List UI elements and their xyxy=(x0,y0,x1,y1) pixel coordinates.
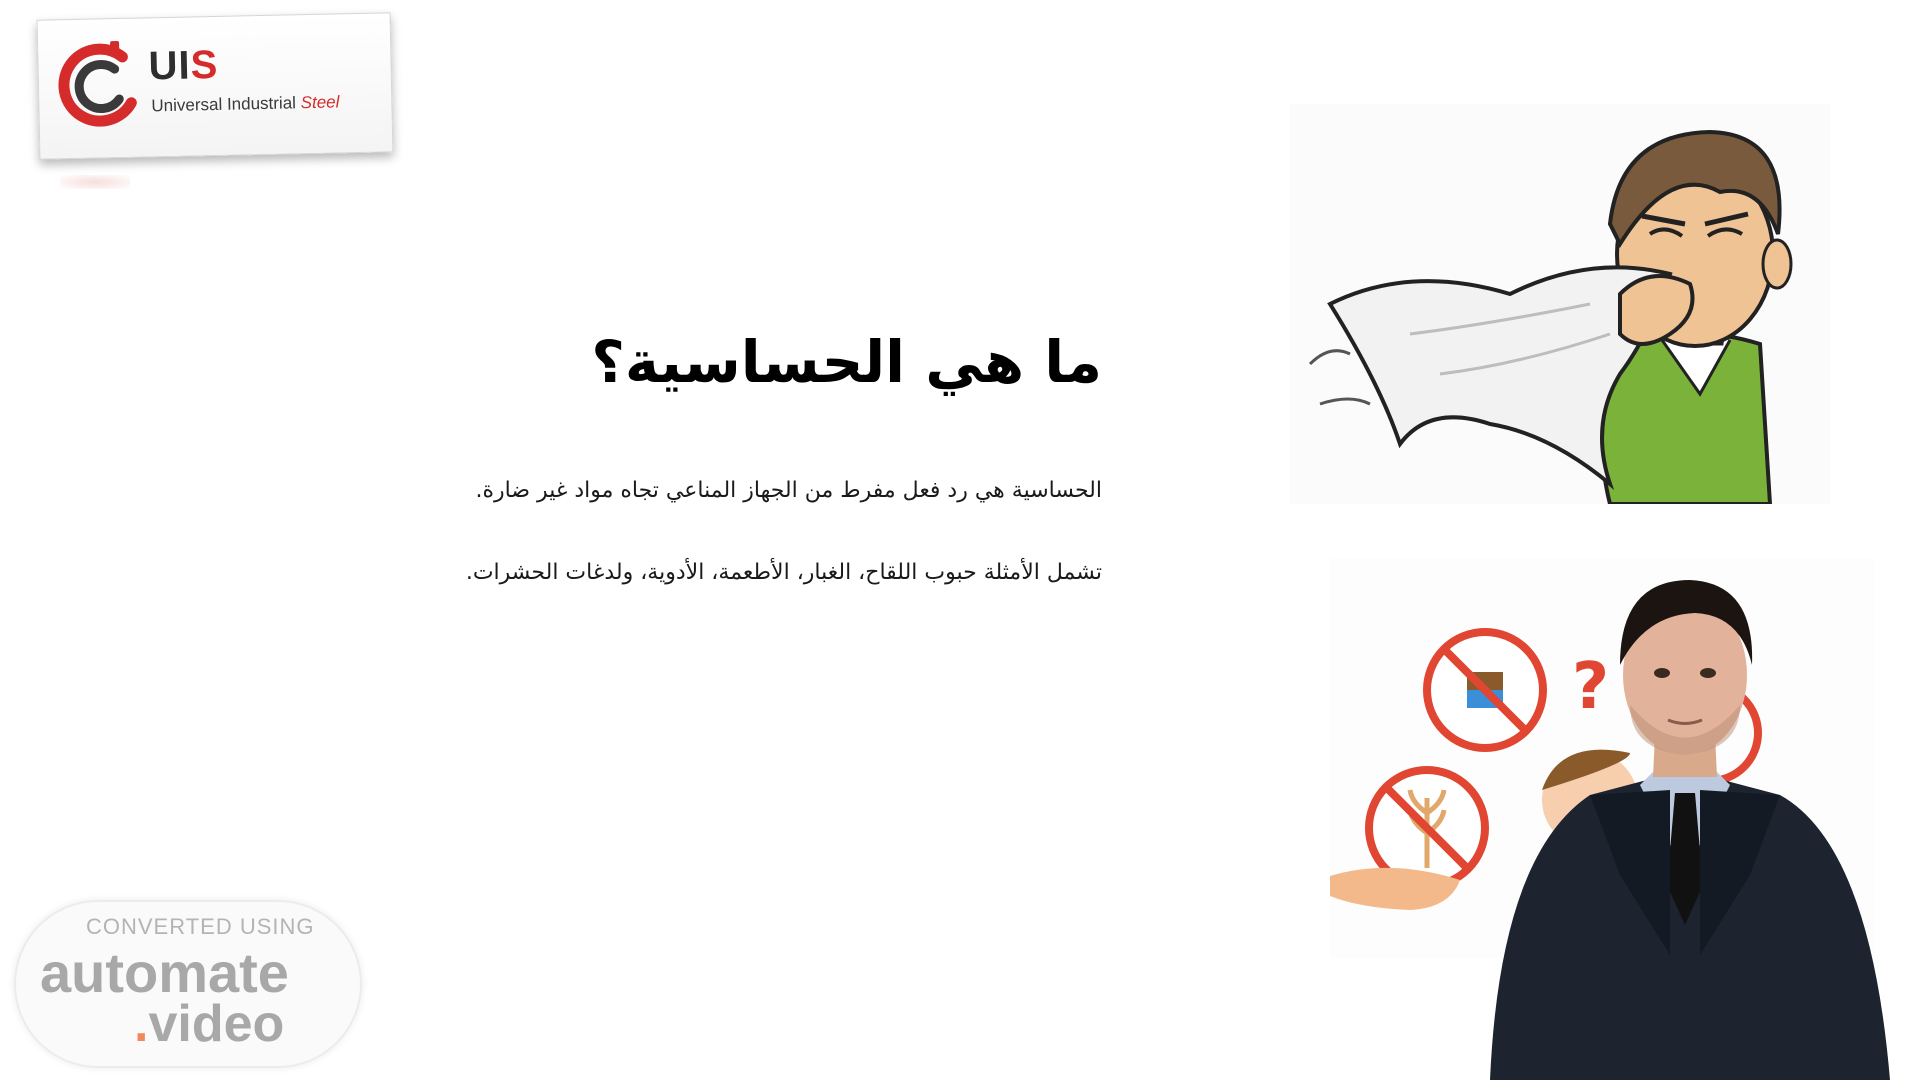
paragraph-definition: الحساسية هي رد فعل مفرط من الجهاز المناعي تجاه مواد غير ضارة. xyxy=(475,478,1102,503)
logo-wordmark: UIS xyxy=(148,42,219,89)
sneezing-man-illustration xyxy=(1290,104,1830,504)
automate-video-watermark xyxy=(14,900,362,1068)
logo-reflection xyxy=(60,175,130,189)
watermark-automate: automate xyxy=(40,941,289,1004)
slide-title: ما هي الحساسية؟ xyxy=(591,328,1102,396)
watermark-caption: CONVERTED USING xyxy=(86,914,315,939)
logo-mark-icon xyxy=(52,34,150,136)
logo-tagline: Universal Industrial Steel xyxy=(151,92,340,116)
company-logo xyxy=(37,12,394,159)
svg-text:?: ? xyxy=(1572,650,1610,724)
paragraph-examples: تشمل الأمثلة حبوب اللقاح، الغبار، الأطعمة، الأدوية، ولدغات الحشرات. xyxy=(465,560,1102,585)
watermark-video: .video xyxy=(134,995,285,1053)
presenter-avatar xyxy=(1470,555,1910,1080)
